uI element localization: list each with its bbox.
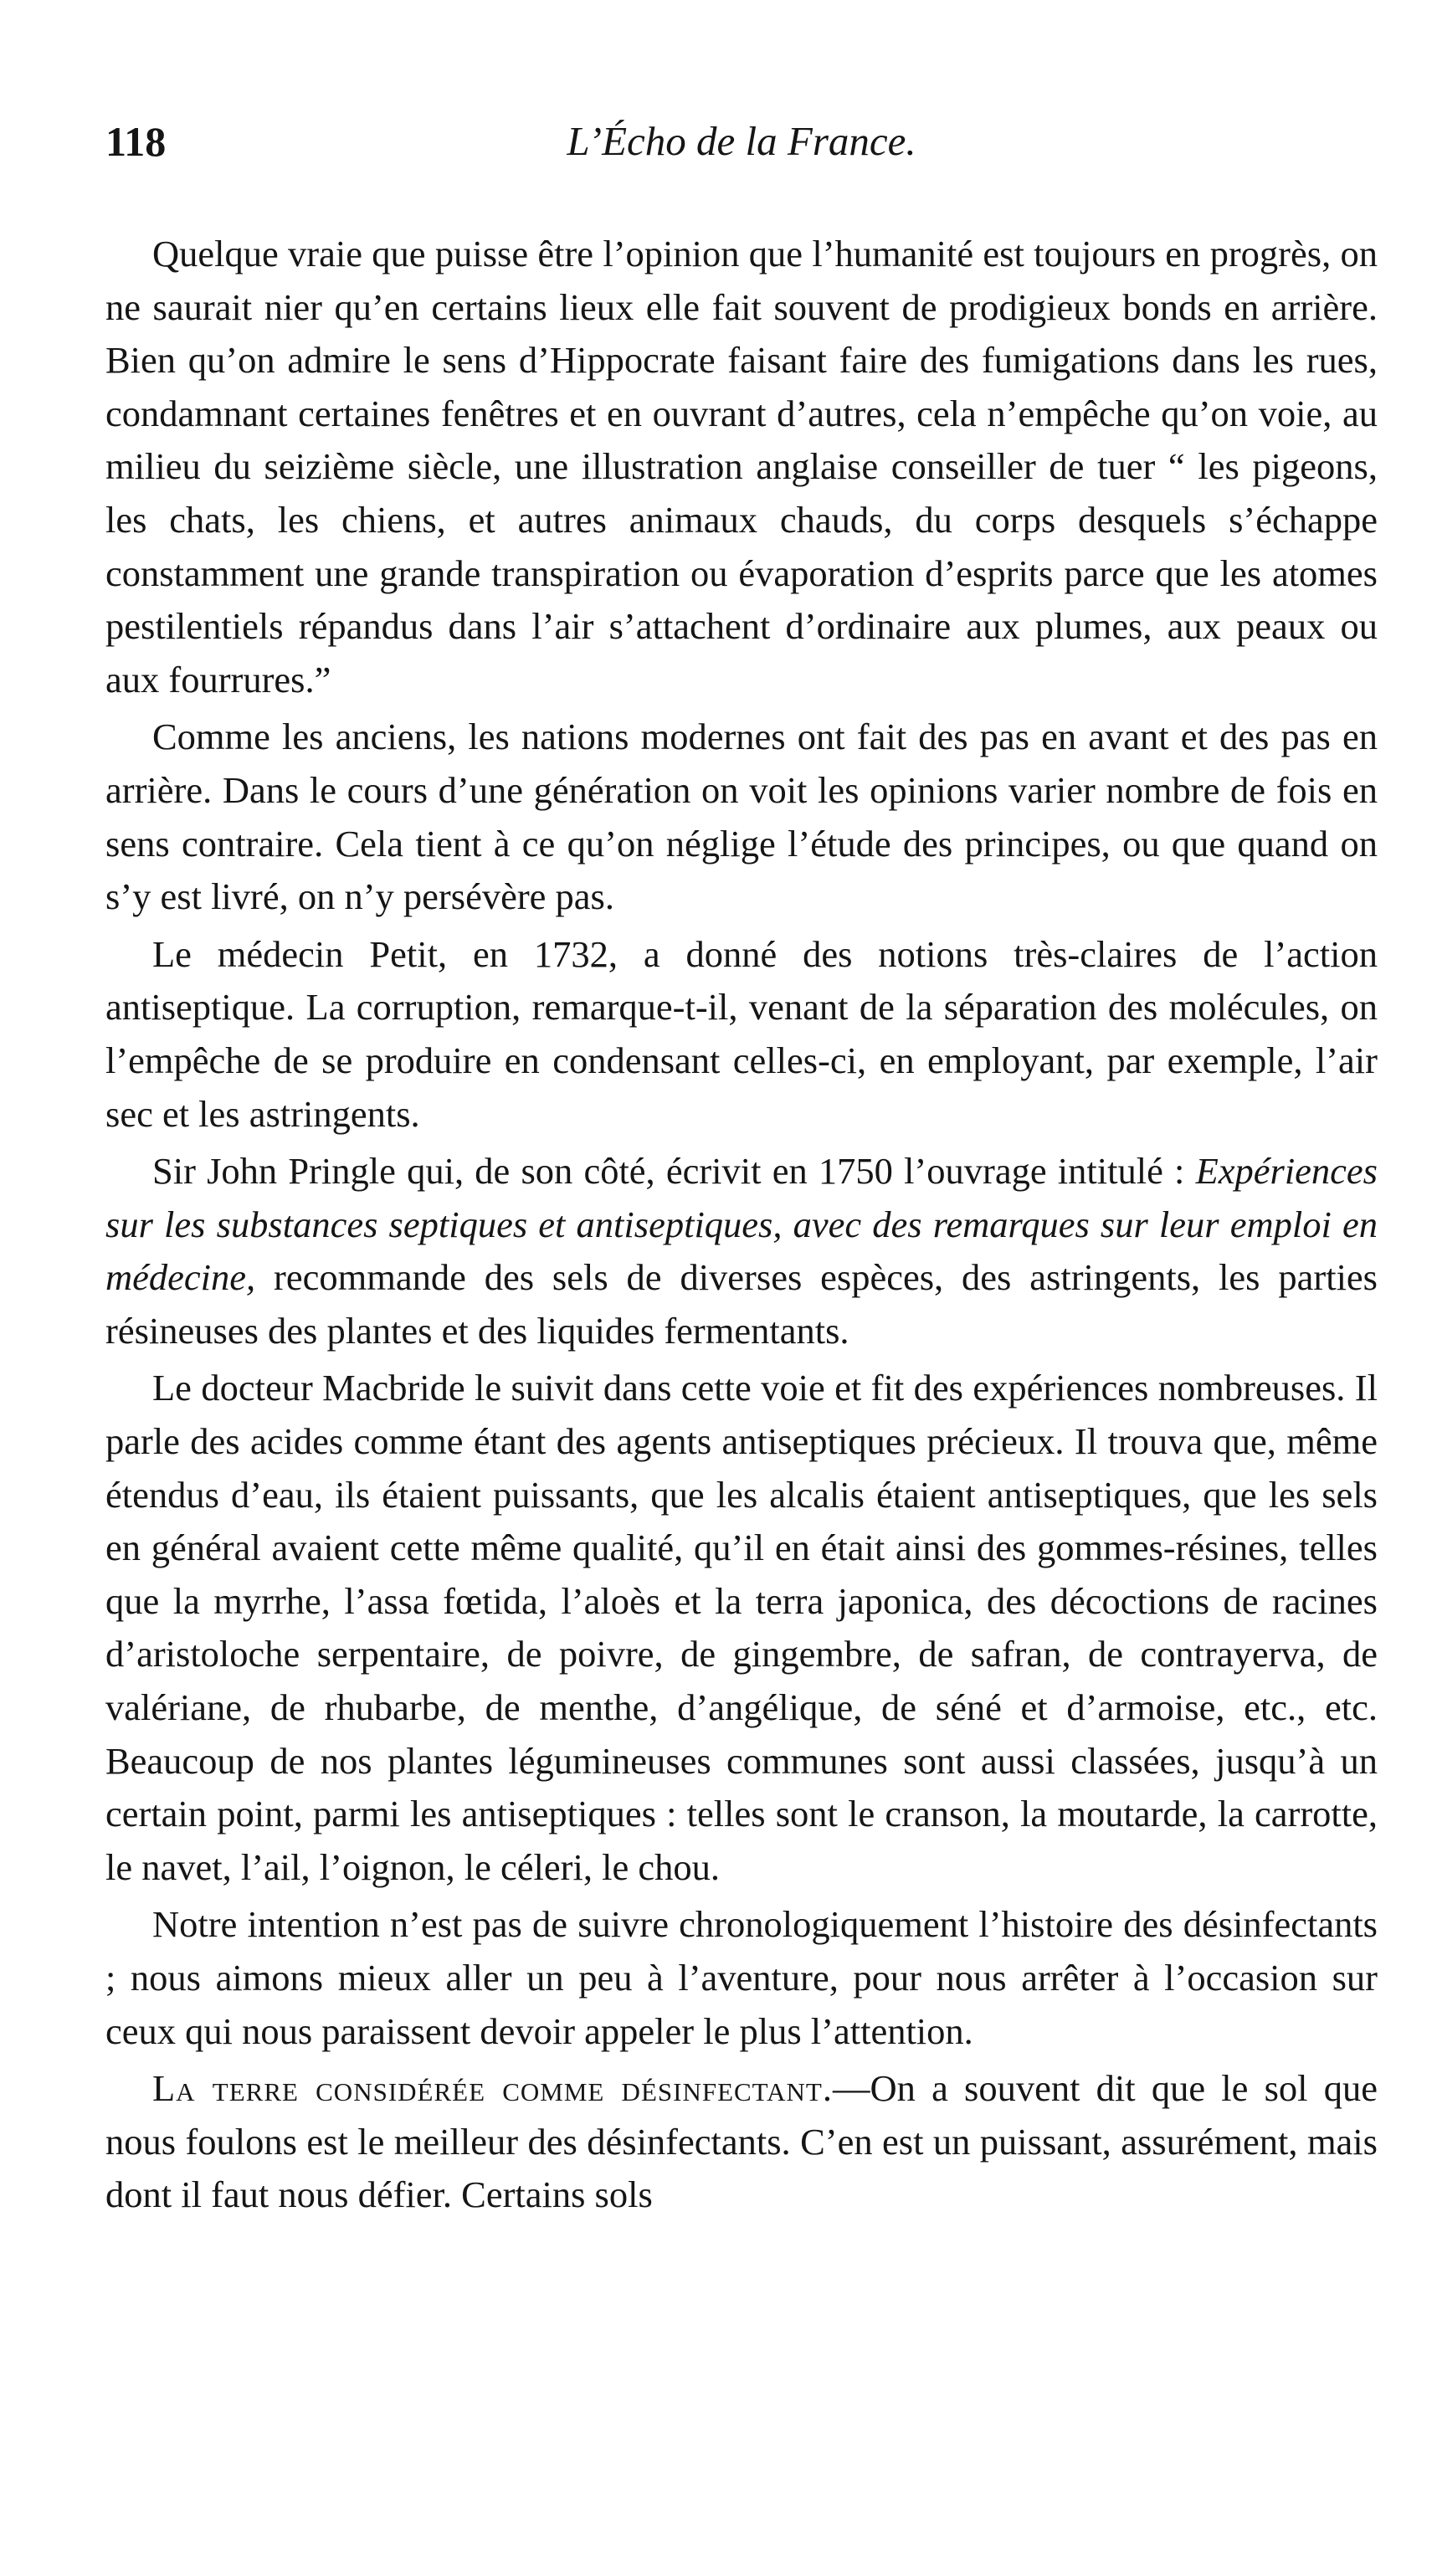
pringle-text-after: recommande des sels de diverses espèces, des astringents, les parties résineuses des plantes et des liquides fermentants. <box>105 1256 1378 1352</box>
paragraph-pringle <box>105 1145 1378 1357</box>
terre-text: —On a souvent dit que le sol que nous foulons est le meilleur des désinfectants. C’en est un puissant, assurément, mais dont il faut nous défier. Certains sols <box>105 2067 1378 2216</box>
paragraph-terre <box>105 2062 1378 2222</box>
body-text <box>105 228 1378 2226</box>
section-heading: La terre considérée comme désinfectant. <box>152 2067 833 2110</box>
paragraph-progress: Quelque vraie que puisse être l’opinion que l’humanité est toujours en progrès, on ne saurait nier qu’en certains lieux elle fait souvent de prodigieux bonds en arrière. Bien qu’on admire le sens d’Hippocrate faisant faire des fumigations dans les rues, condamnant certaines fenêtres et en ouvrant d’autres, cela n’empêche qu’on voie, au milieu du seizième siècle, une illustration anglaise conseiller de tuer “ les pigeons, les chats, les chiens, et autres animaux chauds, du corps desquels s’échappe constamment une grande transpiration ou évaporation d’esprits parce que les atomes pestilentiels répandus dans l’air s’attachent d’ordinaire aux plumes, aux peaux ou aux fourrures.” <box>105 233 1378 700</box>
page-number: 118 <box>105 118 167 165</box>
paragraph-petit: Le médecin Petit, en 1732, a donné des notions très-claires de l’action antiseptique. La corruption, remarque-t-il, venant de la séparation des molécules, on l’empêche de se produire en condensant celles-ci, en employant, par exemple, l’air sec et les astringents. <box>105 932 1378 1135</box>
paragraph-anciens: Comme les anciens, les nations modernes ont fait des pas en avant et des pas en arrière. Dans le cours d’une génération on voit les opinions varier nombre de fois en sens contraire. Cela tient à ce qu’on néglige l’étude des principes, ou que quand on s’y est livré, on n’y persévère pas. <box>105 716 1378 918</box>
paragraph-macbride: Le docteur Macbride le suivit dans cette voie et fit des expériences nombreuses. Il parle des acides comme étant des agents antiseptiques précieux. Il trouva que, même étendus d’eau, ils étaient puissants, que les alcalis étaient antiseptiques, que les sels en général avaient cette même qualité, qu’il en était ainsi des gommes-résines, telles que la myrrhe, l’assa fœtida, l’aloès et la terra japonica, des décoctions de racines d’aristoloche serpentaire, de poivre, de gingembre, de safran, de contrayerva, de valériane, de rhubarbe, de menthe, d’angélique, de séné et d’armoise, etc., etc. Beaucoup de nos plantes légumineuses communes sont aussi classées, jusqu’à un certain point, parmi les antiseptiques : telles sont le cranson, la moutarde, la carrotte, le navet, l’ail, l’oignon, le céleri, le chou. <box>105 1367 1378 1888</box>
pringle-book-title: Expériences sur les substances septiques et antiseptiques, avec des remarques sur leur emploi en médecine, <box>105 1150 1378 1299</box>
running-title: L’Écho de la France. <box>567 118 916 164</box>
paragraph-intention: Notre intention n’est pas de suivre chronologiquement l’histoire des désinfectants ; nous aimons mieux aller un peu à l’aventure, pour nous arrêter à l’occasion sur ceux qui nous paraissent devoir appeler le plus l’attention. <box>105 1903 1378 2052</box>
page-header <box>105 117 1378 184</box>
pringle-text-before: Sir John Pringle qui, de son côté, écrivit en 1750 l’ouvrage intitulé : <box>152 1150 1185 1193</box>
